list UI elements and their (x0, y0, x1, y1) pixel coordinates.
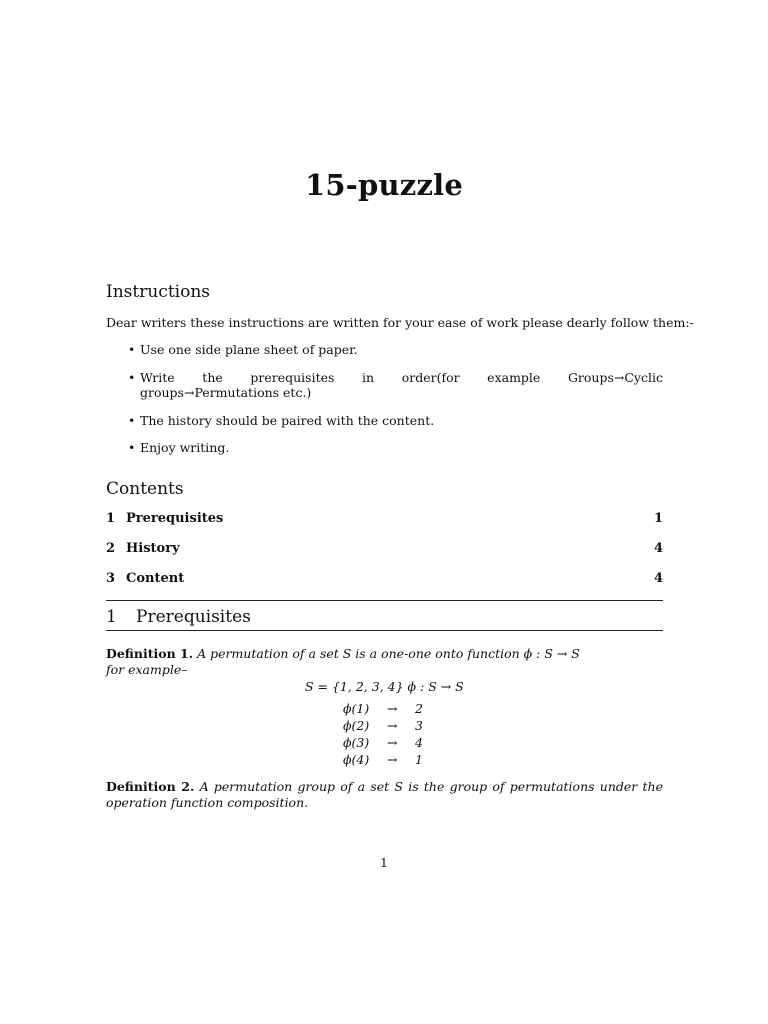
toc-label: Prerequisites (126, 511, 224, 526)
section-heading (106, 607, 663, 629)
arrow-icon: → (387, 701, 398, 716)
mapping-row (343, 735, 463, 751)
instructions-intro: Dear writers these instructions are written for your ease of work please dearly follow them:- (106, 315, 694, 330)
mapping-rhs: 2 (415, 701, 423, 716)
instructions-heading: Instructions (106, 282, 210, 302)
list-item-text: Use one side plane sheet of paper. (140, 342, 358, 357)
mapping-lhs: ϕ(3) (343, 735, 370, 750)
set-definition: S = {1, 2, 3, 4} ϕ : S → S (305, 679, 464, 694)
mapping-lhs: ϕ(2) (343, 718, 370, 733)
mapping-rhs: 4 (415, 735, 423, 750)
toc-page: 4 (653, 541, 663, 556)
toc-page: 4 (653, 571, 663, 586)
document-title: 15-puzzle (305, 168, 463, 202)
list-item-text: Enjoy writing. (140, 440, 230, 455)
toc-entry-history[interactable] (106, 541, 663, 559)
section-bottom-rule (106, 630, 663, 631)
toc-number: 3 (106, 571, 116, 586)
arrow-icon: → (387, 735, 398, 750)
toc-entry-prerequisites[interactable] (106, 511, 663, 529)
mapping-row (343, 752, 463, 768)
bullet-icon: • (128, 370, 136, 385)
definition-2 (106, 779, 663, 795)
toc-page: 1 (653, 511, 663, 526)
mapping-rhs: 3 (415, 718, 423, 733)
definition-label: Definition 2. (106, 779, 195, 794)
section-number: 1 (106, 607, 117, 627)
mapping-lhs: ϕ(4) (343, 752, 370, 767)
mapping-rhs: 1 (415, 752, 423, 767)
definition-continuation: for example– (106, 662, 188, 677)
arrow-icon: → (387, 752, 398, 767)
list-item-text: Write the prerequisites in order(for example Groups→Cyclic groups→Permutations etc.) (140, 370, 663, 400)
contents-heading: Contents (106, 479, 184, 499)
arrow-icon: → (387, 718, 398, 733)
definition-label: Definition 1. (106, 646, 194, 661)
definition-text: A permutation group of a set S is the group of permutations under the (199, 779, 663, 794)
permutation-mapping (343, 701, 463, 771)
toc-label: History (126, 541, 180, 556)
toc-number: 2 (106, 541, 116, 556)
list-item-text: The history should be paired with the content. (140, 413, 435, 428)
bullet-icon: • (128, 440, 136, 455)
definition-2-continuation: operation function composition. (106, 795, 309, 810)
definition-text: A permutation of a set S is a one-one onto function ϕ : S → S (197, 646, 580, 661)
mapping-lhs: ϕ(1) (343, 701, 370, 716)
bullet-icon: • (128, 342, 136, 357)
toc-number: 1 (106, 511, 116, 526)
toc-label: Content (126, 571, 185, 586)
toc-entry-content[interactable] (106, 571, 663, 589)
bullet-icon: • (128, 413, 136, 428)
section-title: Prerequisites (136, 607, 251, 627)
definition-1 (106, 646, 663, 662)
section-top-rule (106, 600, 663, 601)
page-number: 1 (380, 855, 388, 870)
mapping-row (343, 718, 463, 734)
mapping-row (343, 701, 463, 717)
